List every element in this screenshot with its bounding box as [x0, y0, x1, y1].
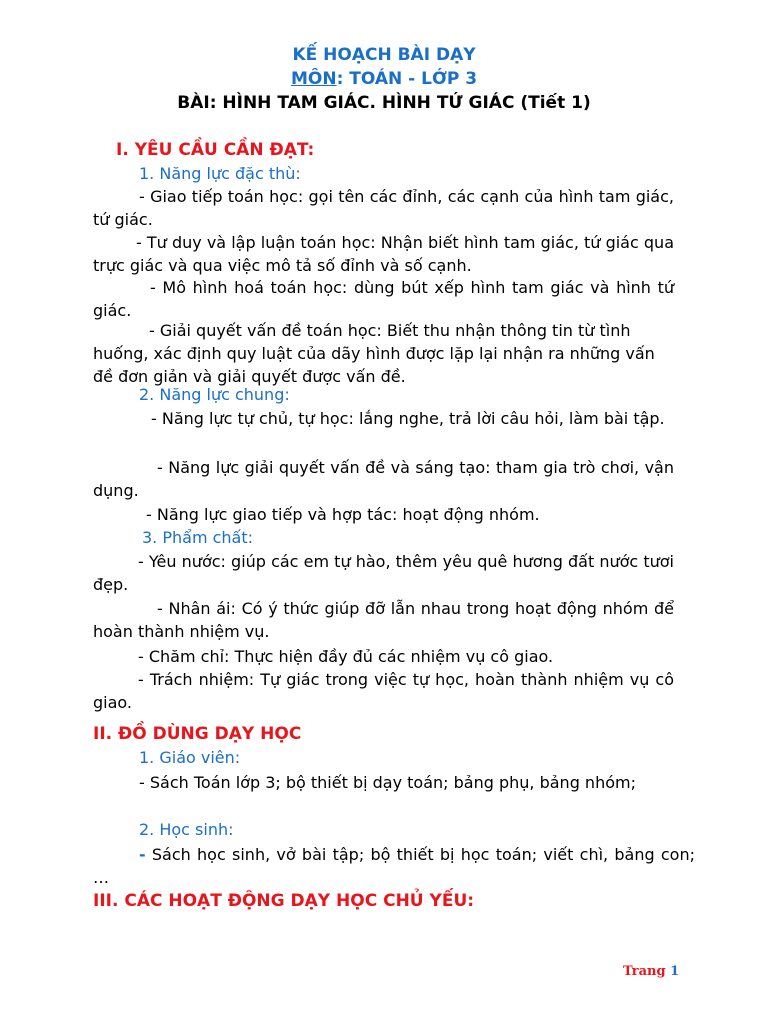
list-item: - Nhân ái: Có ý thức giúp đỡ lẫn nhau trong hoạt động nhóm để hoàn thành nhiệm vụ.: [93, 599, 674, 641]
subsection-2-2-title: 2. Học sinh:: [139, 820, 234, 839]
list-item: - Yêu nước: giúp các em tự hào, thêm yêu quê hương đất nước tươi đẹp.: [93, 552, 674, 594]
page-number: [623, 963, 679, 981]
list-item: - Giao tiếp toán học: gọi tên các đỉnh, các cạnh của hình tam giác, tứ giác.: [93, 187, 674, 229]
list-item: - Năng lực giao tiếp và hợp tác: hoạt động nhóm.: [146, 505, 540, 524]
subsection-1-3-title: 3. Phẩm chất:: [142, 528, 254, 547]
list-item: - Tư duy và lập luận toán học: Nhận biết hình tam giác, tứ giác qua trực giác và qua việc mô tả số đỉnh và số cạnh.: [93, 233, 674, 275]
list-item: - Trách nhiệm: Tự giác trong việc tự học, hoàn thành nhiệm vụ cô giao.: [93, 670, 674, 712]
page-label: Trang: [623, 964, 666, 979]
bullet-dash: -: [139, 845, 146, 864]
subsection-2-1-title: 1. Giáo viên:: [139, 748, 241, 767]
list-item: - Sách Toán lớp 3; bộ thiết bị dạy toán; bảng phụ, bảng nhóm;: [139, 773, 636, 792]
list-item: - Giải quyết vấn đề toán học: Biết thu nhận thông tin từ tình huống, xác định quy luật của dãy hình được lặp lại nhận ra những vấn đề đơn giản và giải quyết được vấn đề.: [93, 321, 655, 386]
list-item: [93, 843, 695, 889]
list-item-text: Sách học sinh, vở bài tập; bộ thiết bị học toán; viết chì, bảng con; …: [93, 845, 695, 887]
list-item: - Mô hình hoá toán học: dùng bút xếp hình tam giác và hình tứ giác.: [93, 278, 674, 320]
document-title: KẾ HOẠCH BÀI DẠY: [292, 45, 476, 65]
list-item: - Năng lực tự chủ, tự học: lắng nghe, trả lời câu hỏi, làm bài tập.: [151, 409, 665, 428]
list-item: - Chăm chỉ: Thực hiện đầy đủ các nhiệm vụ cô giao.: [138, 647, 554, 666]
subject-line: [0, 68, 768, 90]
subsection-1-1-title: 1. Năng lực đặc thù:: [139, 164, 301, 183]
section-1-heading: I. YÊU CẦU CẦN ĐẠT:: [116, 140, 315, 160]
list-item: - Năng lực giải quyết vấn đề và sáng tạo: tham gia trò chơi, vận dụng.: [93, 458, 674, 500]
subsection-1-2-title: 2. Năng lực chung:: [139, 385, 290, 404]
page-value: 1: [670, 964, 680, 979]
lesson-title: BÀI: HÌNH TAM GIÁC. HÌNH TỨ GIÁC (Tiết 1): [177, 93, 591, 113]
subject-label: MÔN: [290, 69, 337, 89]
subject-value: : TOÁN - LỚP 3: [336, 69, 478, 89]
section-3-heading: III. CÁC HOẠT ĐỘNG DẠY HỌC CHỦ YẾU:: [93, 891, 475, 911]
section-2-heading: II. ĐỒ DÙNG DẠY HỌC: [93, 724, 302, 744]
